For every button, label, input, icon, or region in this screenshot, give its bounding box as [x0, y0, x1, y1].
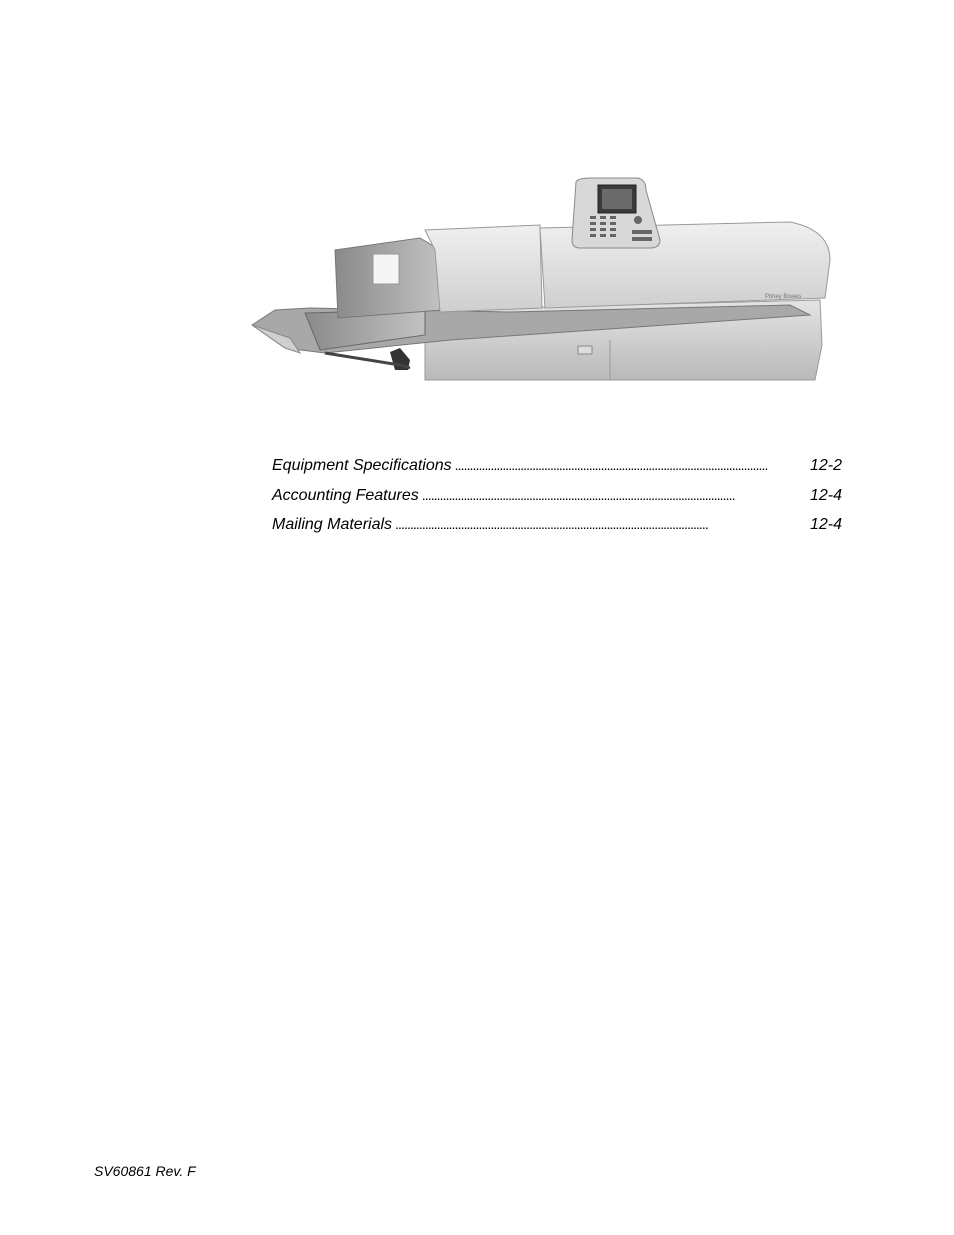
toc-entry-accounting-features[interactable]	[272, 487, 842, 517]
toc-entry-title: Accounting Features	[272, 486, 419, 504]
toc-leader-dots	[455, 457, 806, 475]
toc-entry-title: Equipment Specifications	[272, 457, 452, 474]
toc-entry-page: 12-4	[809, 486, 842, 504]
toc-entry-page: 12-4	[809, 516, 842, 533]
mailing-machine-photo	[250, 170, 832, 385]
toc-entry-title: Mailing Materials	[272, 516, 393, 533]
toc-leader-dots	[422, 487, 806, 505]
table-of-contents	[272, 457, 842, 546]
toc-entry-equipment-specifications[interactable]	[272, 457, 842, 487]
footer-doc-number: SV60861 Rev. F	[94, 1163, 196, 1179]
toc-entry-mailing-materials[interactable]	[272, 516, 842, 546]
toc-leader-dots	[395, 516, 806, 534]
toc-entry-page: 12-2	[809, 457, 842, 474]
svg-text:Pitney Bowes: Pitney Bowes	[765, 294, 802, 300]
